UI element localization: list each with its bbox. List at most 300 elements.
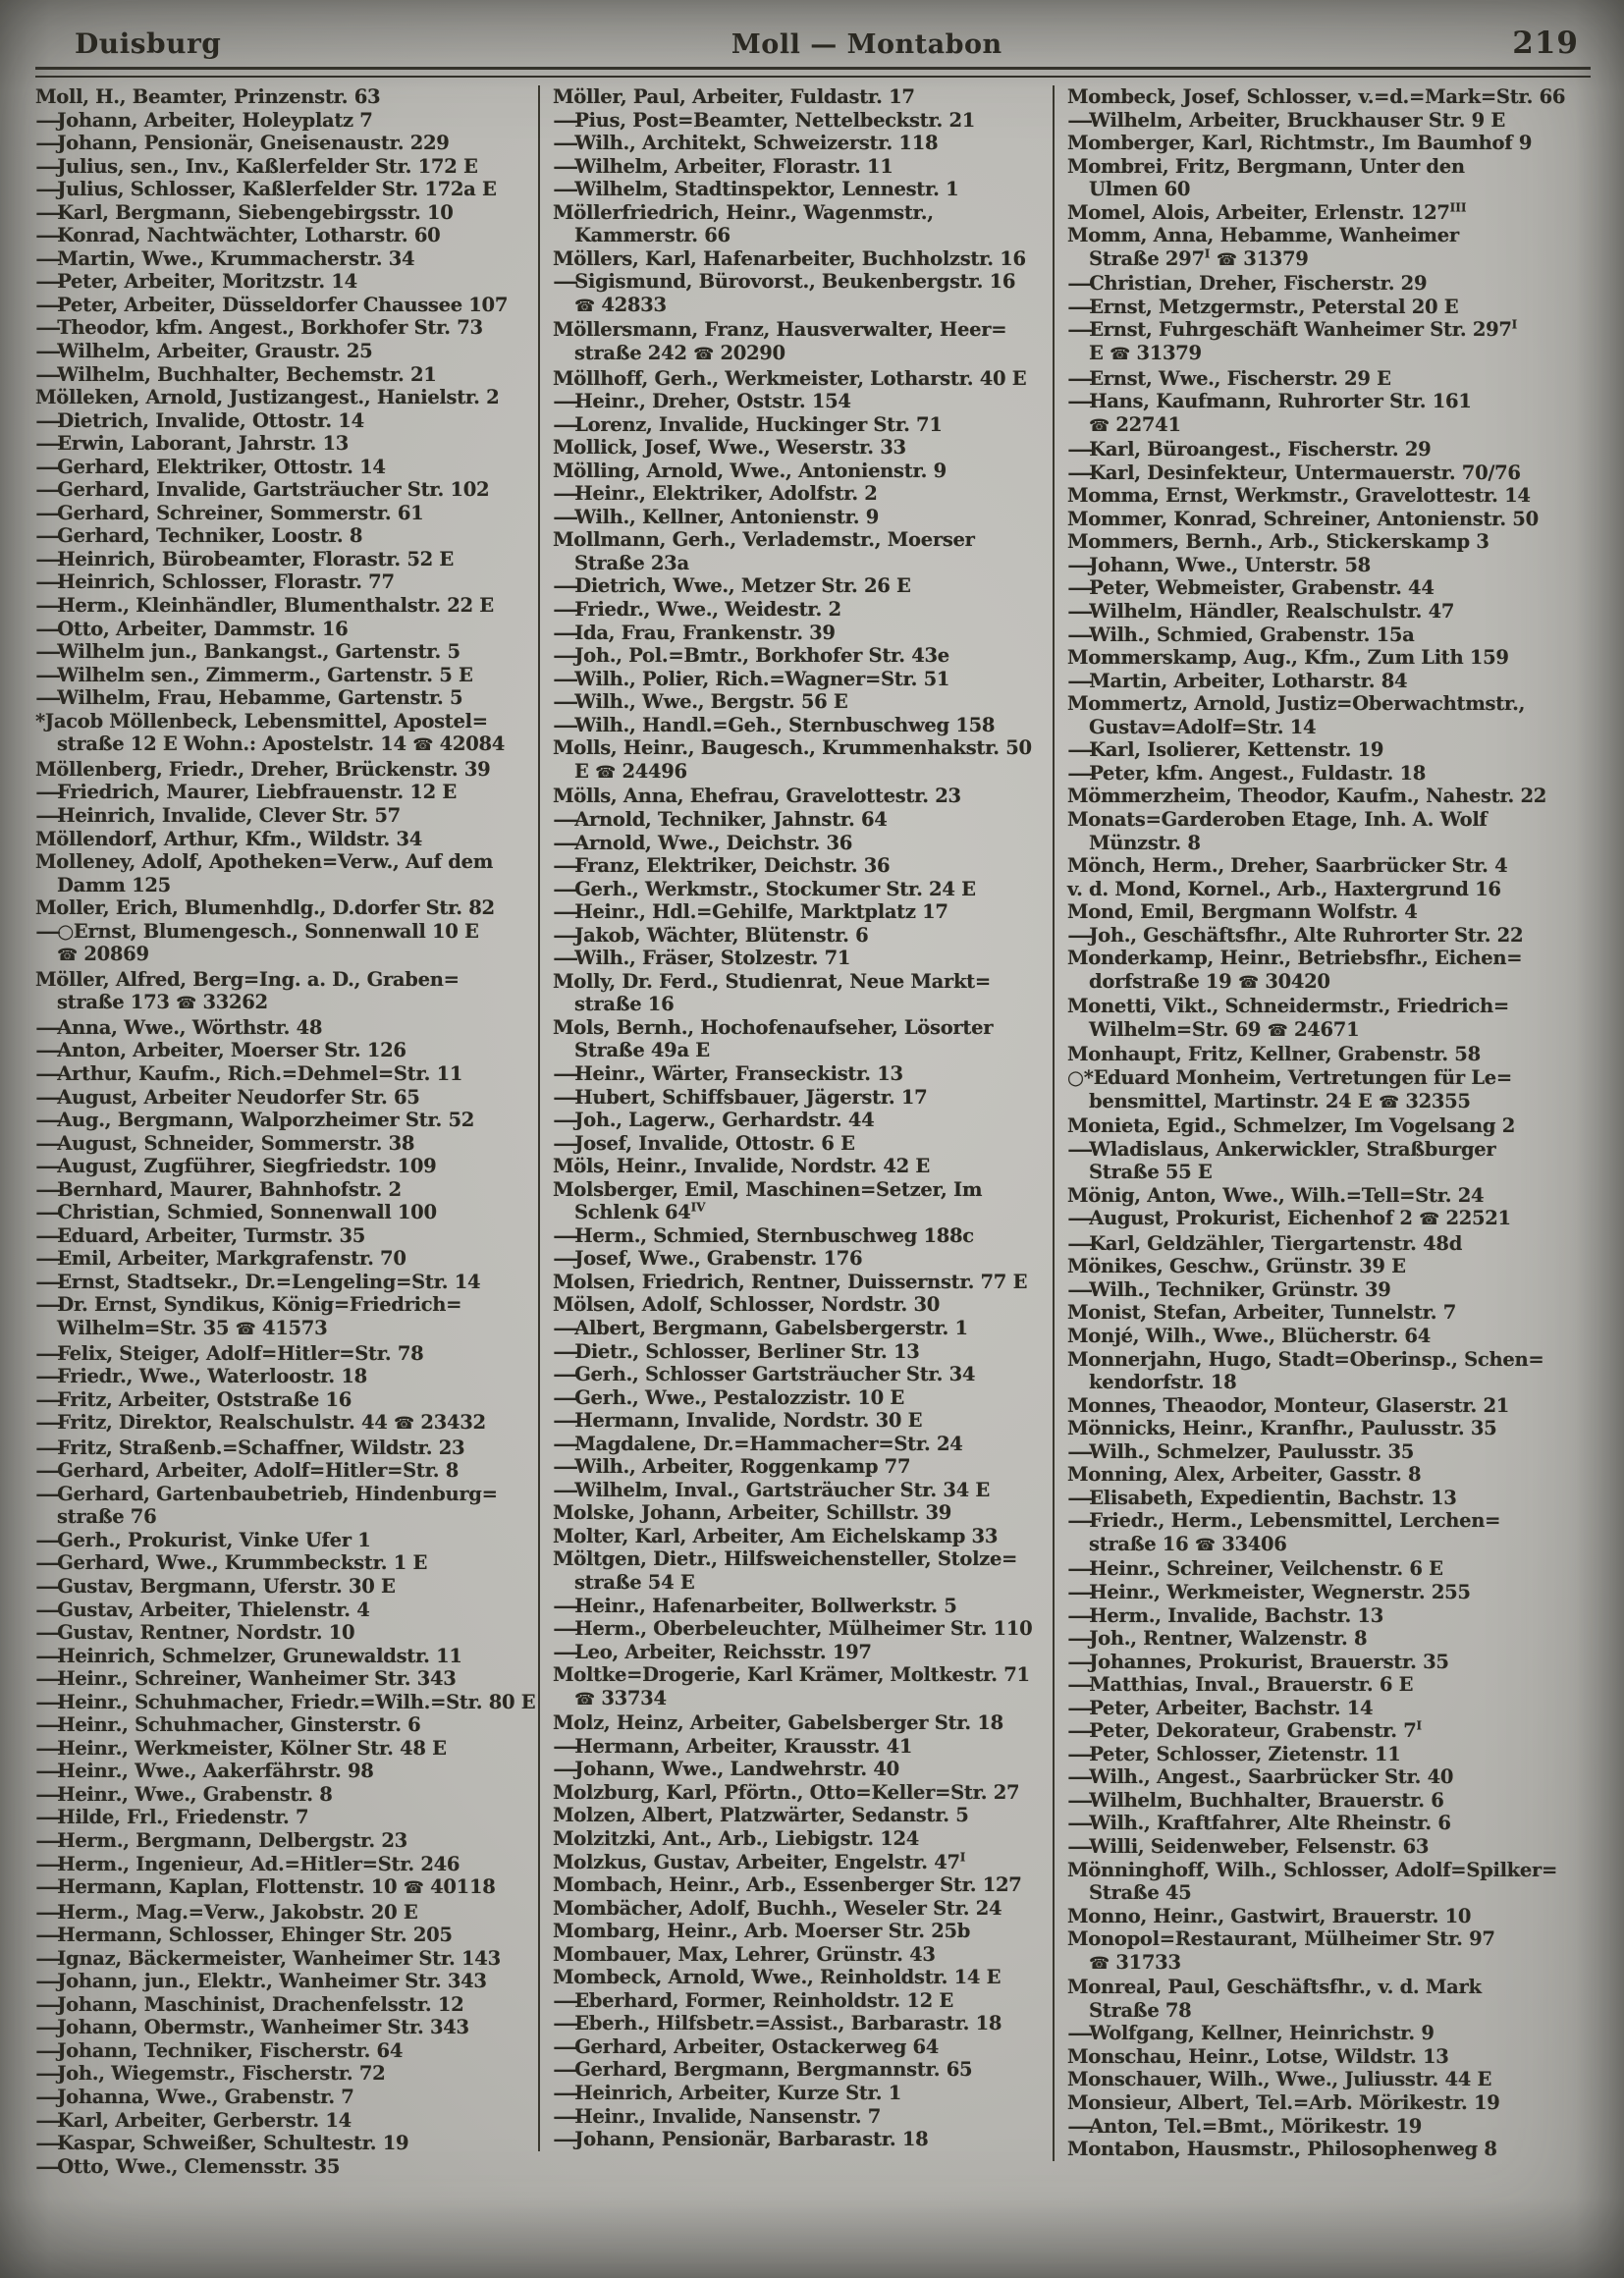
entry-line: —Heinr., Wwe., Grabenstr. 8 — [35, 1782, 333, 1806]
ditto-dash: — — [35, 2086, 61, 2109]
entry-line: —Wilhelm, Arbeiter, Bruckhauser Str. 9 E — [1067, 108, 1505, 132]
ditto-dash: — — [35, 1223, 61, 1247]
ditto-dash: — — [35, 178, 61, 201]
entry-line: —Felix, Steiger, Adolf=Hitler=Str. 78 — [35, 1341, 424, 1365]
ditto-dash: — — [553, 482, 578, 506]
ditto-dash: — — [35, 1387, 61, 1411]
entry-line: —Martin, Arbeiter, Lotharstr. 84 — [1067, 669, 1408, 692]
entry-line: —Gerhard, Techniker, Loostr. 8 — [35, 524, 363, 548]
telephone-icon: ☎ — [176, 994, 196, 1014]
ditto-dash: — — [553, 505, 578, 528]
ditto-dash: — — [35, 1667, 61, 1691]
entry-continuation-line: E ☎ 24496 — [574, 759, 687, 783]
entry-line: —Gerhard, Invalide, Gartsträucher Str. 102 — [35, 478, 490, 502]
entry-continuation-line: straße 16 — [574, 993, 675, 1016]
entry-continuation-line: straße 76 — [57, 1505, 157, 1529]
ditto-dash: — — [553, 1988, 578, 2012]
ditto-dash: — — [1067, 390, 1093, 413]
entry-line: —Elisabeth, Expedientin, Bachstr. 13 — [1067, 1486, 1457, 1509]
entry-line: —Herm., Kleinhändler, Blumenthalstr. 22 E — [35, 594, 494, 618]
ditto-dash: — — [1067, 1812, 1093, 1835]
ditto-dash: — — [1067, 1277, 1093, 1301]
ditto-dash: — — [35, 1782, 61, 1806]
ditto-dash: — — [35, 316, 61, 340]
entry-line: Monats=Garderoben Etage, Inh. A. Wolf — [1067, 807, 1488, 831]
entry-line: Monnerjahn, Hugo, Stadt=Oberinsp., Schen= — [1067, 1347, 1544, 1371]
ditto-dash: — — [35, 1247, 61, 1271]
entry-line: —Eduard, Arbeiter, Turmstr. 35 — [35, 1223, 365, 1247]
ditto-dash: — — [1067, 1603, 1093, 1627]
entry-line: Mombarg, Heinr., Arb. Moerser Str. 25b — [553, 1920, 971, 1943]
telephone-icon: ☎ — [1089, 1953, 1110, 1974]
ditto-dash: — — [1067, 2022, 1093, 2045]
ditto-dash: — — [35, 1482, 61, 1505]
entry-line: *Jacob Möllenbeck, Lebensmittel, Apostel= — [35, 709, 488, 732]
entry-line: —Heinr., Invalide, Nansenstr. 7 — [553, 2104, 881, 2128]
entry-line: —Gustav, Rentner, Nordstr. 10 — [35, 1621, 355, 1645]
telephone-icon: ☎ — [574, 296, 595, 316]
ditto-dash: — — [35, 132, 61, 155]
entry-line: —Peter, Schlosser, Zietenstr. 11 — [1067, 1742, 1401, 1765]
entry-line: —Franz, Elektriker, Deichstr. 36 — [553, 854, 891, 878]
entry-line: —Heinr., Elektriker, Adolfstr. 2 — [553, 482, 878, 506]
ditto-dash: — — [1067, 366, 1093, 390]
entry-line: —Gerh., Prokurist, Vinke Ufer 1 — [35, 1528, 371, 1551]
entry-continuation-line: straße 12 E Wohn.: Apostelstr. 14 ☎ 42084 — [57, 732, 506, 756]
entry-continuation-line: ☎ 31733 — [1089, 1950, 1181, 1974]
header-place: Duisburg — [75, 27, 222, 60]
entry-line: —Herm., Mag.=Verw., Jakobstr. 20 E — [35, 1900, 418, 1924]
ditto-dash: — — [35, 1924, 61, 1947]
ditto-dash: — — [35, 803, 61, 827]
ditto-dash: — — [553, 390, 578, 413]
entry-line: —Herm., Schmied, Sternbuschweg 188c — [553, 1223, 974, 1247]
ditto-dash: — — [35, 293, 61, 316]
entry-line: —Wilhelm, Buchhalter, Brauerstr. 6 — [1067, 1788, 1444, 1812]
ditto-dash: — — [553, 412, 578, 436]
entry-line: —Gerhard, Wwe., Krummbeckstr. 1 E — [35, 1551, 428, 1575]
entry-line: —Ernst, Stadtsekr., Dr.=Lengeling=Str. 14 — [35, 1270, 481, 1293]
entry-continuation-line: kendorfstr. 18 — [1089, 1371, 1237, 1394]
telephone-icon: ☎ — [403, 1878, 424, 1899]
entry-line: —Wilhelm, Händler, Realschulstr. 47 — [1067, 600, 1455, 624]
ditto-dash: — — [553, 2082, 578, 2105]
entry-line: —Bernhard, Maurer, Bahnhofstr. 2 — [35, 1177, 402, 1201]
entry-continuation-line: straße 54 E — [574, 1571, 695, 1594]
entry-line: Molter, Karl, Arbeiter, Am Eichelskamp 33 — [553, 1524, 999, 1547]
telephone-icon: ☎ — [1378, 1092, 1399, 1112]
entry-line: Molly, Dr. Ferd., Studienrat, Neue Markt= — [553, 969, 991, 993]
telephone-icon: ☎ — [1237, 972, 1259, 993]
ditto-dash: — — [553, 854, 578, 878]
entry-line: —Wilh., Architekt, Schweizerstr. 118 — [553, 132, 939, 155]
entry-line: —Gerh., Wwe., Pestalozzistr. 10 E — [553, 1385, 904, 1409]
entry-line: Möllendorf, Arthur, Kfm., Wildstr. 34 — [35, 827, 423, 850]
entry-line: —August, Schneider, Sommerstr. 38 — [35, 1131, 415, 1155]
entry-line: —Peter, Webmeister, Grabenstr. 44 — [1067, 576, 1435, 600]
entry-line: —Johann, Wwe., Unterstr. 58 — [1067, 553, 1371, 576]
ditto-dash: — — [553, 690, 578, 714]
ditto-dash: — — [1067, 2114, 1093, 2138]
entry-line: Montabon, Hausmstr., Philosophenweg 8 — [1067, 2138, 1497, 2161]
page-number: 219 — [1512, 26, 1579, 61]
ditto-dash: — — [553, 108, 578, 132]
entry-line: Möllersmann, Franz, Hausverwalter, Heer= — [553, 318, 1007, 342]
entry-continuation-line: Münzstr. 8 — [1089, 831, 1201, 854]
entry-line: Momma, Ernst, Werkmstr., Gravelottestr. 14 — [1067, 484, 1531, 508]
ditto-dash: — — [35, 686, 61, 710]
ditto-dash: — — [1067, 1581, 1093, 1603]
entry-continuation-line: bensmittel, Martinstr. 24 E ☎ 32355 — [1089, 1089, 1471, 1112]
entry-continuation-line: straße 242 ☎ 20290 — [574, 342, 785, 365]
entry-line: —Karl, Isolierer, Kettenstr. 19 — [1067, 738, 1384, 762]
ditto-dash: — — [1067, 1627, 1093, 1651]
entry-line: —Hermann, Kaplan, Flottenstr. 10 ☎ 40118 — [35, 1875, 496, 1899]
ditto-dash: — — [35, 1598, 61, 1621]
entry-continuation-line: Straße 23a — [574, 551, 689, 574]
entry-line: —Heinr., Dreher, Oststr. 154 — [553, 390, 851, 413]
entry-line: —Wilh., Fräser, Stolzestr. 71 — [553, 947, 851, 970]
ditto-dash: — — [35, 1946, 61, 1970]
entry-line: —Dietr., Schlosser, Berliner Str. 13 — [553, 1339, 920, 1363]
entry-continuation-line: Ulmen 60 — [1089, 178, 1191, 201]
entry-line: —Wilhelm, Buchhalter, Bechemstr. 21 — [35, 362, 437, 386]
entry-line: —Wilh., Schmelzer, Paulusstr. 35 — [1067, 1439, 1415, 1463]
ditto-dash: — — [553, 877, 578, 900]
entry-line: —Dietrich, Invalide, Ottostr. 14 — [35, 408, 364, 432]
entry-line: —Johann, Maschinist, Drachenfelsstr. 12 — [35, 1992, 464, 2016]
ditto-dash: — — [35, 617, 61, 640]
entry-line: Mönninghoff, Wilh., Schlosser, Adolf=Spilker= — [1067, 1858, 1558, 1881]
ditto-dash: — — [35, 224, 61, 247]
entry-line: —Joh., Geschäftsfhr., Alte Ruhrorter Str. 22 — [1067, 923, 1524, 947]
entry-line: —Gerhard, Schreiner, Sommerstr. 61 — [35, 501, 424, 524]
entry-line: —Dr. Ernst, Syndikus, König=Friedrich= — [35, 1293, 462, 1317]
ditto-dash: — — [35, 1411, 61, 1435]
ditto-dash: — — [553, 621, 578, 644]
entry-line: —Erwin, Laborant, Jahrstr. 13 — [35, 432, 350, 456]
ditto-dash: — — [553, 1316, 578, 1339]
ditto-dash: — — [1067, 1557, 1093, 1581]
entry-line: Monnes, Theaodor, Monteur, Glaserstr. 21 — [1067, 1393, 1510, 1417]
entry-line: Mölls, Anna, Ehefrau, Gravelottestr. 23 — [553, 785, 961, 808]
entry-line: —Heinrich, Schlosser, Florastr. 77 — [35, 570, 395, 594]
entry-line: Moller, Erich, Blumenhdlg., D.dorfer Str. 82 — [35, 896, 495, 920]
entry-line: Molzen, Albert, Platzwärter, Sedanstr. 5 — [553, 1804, 969, 1827]
ditto-dash: — — [553, 923, 578, 947]
entry-line: —Arthur, Kaufm., Rich.=Dehmel=Str. 11 — [35, 1061, 463, 1085]
entry-line: Möllenberg, Friedr., Dreher, Brückenstr. 39 — [35, 757, 491, 781]
telephone-icon: ☎ — [574, 1689, 595, 1709]
ditto-dash: — — [553, 1409, 578, 1433]
ditto-dash: — — [1067, 600, 1093, 624]
entry-line: —Wilhelm, Arbeiter, Graustr. 25 — [35, 340, 373, 363]
entry-line: —Fritz, Direktor, Realschulstr. 44 ☎ 23432 — [35, 1411, 486, 1435]
entry-line: Monjé, Wilh., Wwe., Blücherstr. 64 — [1067, 1324, 1431, 1347]
entry-line: —Karl, Büroangest., Fischerstr. 29 — [1067, 438, 1432, 461]
entry-line: Mommers, Bernh., Arb., Stickerskamp 3 — [1067, 530, 1489, 554]
ditto-dash: — — [35, 781, 61, 804]
entry-line: —Wilh., Techniker, Grünstr. 39 — [1067, 1277, 1391, 1301]
entry-line: —Heinrich, Invalide, Clever Str. 57 — [35, 803, 401, 827]
entry-line: —August, Prokurist, Eichenhof 2 ☎ 22521 — [1067, 1207, 1511, 1230]
entry-line: —Heinr., Werkmeister, Kölner Str. 48 E — [35, 1736, 447, 1760]
ditto-dash: — — [553, 270, 578, 294]
entry-line: —Anton, Arbeiter, Moerser Str. 126 — [35, 1039, 406, 1062]
entry-line: —Pius, Post=Beamter, Nettelbeckstr. 21 — [553, 108, 976, 132]
entry-line: —Gerhard, Arbeiter, Ostackerweg 64 — [553, 2034, 940, 2058]
entry-line: —Sigismund, Bürovorst., Beukenbergstr. 16 — [553, 270, 1016, 294]
ditto-dash: — — [553, 2104, 578, 2128]
ditto-dash: — — [1067, 669, 1093, 692]
ditto-dash: — — [35, 1131, 61, 1155]
entry-line: —Herm., Bergmann, Delbergstr. 23 — [35, 1829, 407, 1853]
entry-line: Mönch, Herm., Dreher, Saarbrücker Str. 4 — [1067, 854, 1508, 878]
ditto-dash: — — [553, 1131, 578, 1155]
entry-line: —Heinrich, Arbeiter, Kurze Str. 1 — [553, 2082, 901, 2105]
entry-continuation-line: straße 16 ☎ 33406 — [1089, 1532, 1287, 1555]
ditto-dash: — — [553, 598, 578, 622]
entry-line: Monschau, Heinr., Lotse, Wildstr. 13 — [1067, 2044, 1449, 2068]
ditto-dash: — — [35, 2062, 61, 2086]
ditto-dash: — — [1067, 1719, 1093, 1743]
entry-line: —Peter, Arbeiter, Moritzstr. 14 — [35, 270, 357, 294]
entry-line: —Aug., Bergmann, Walporzheimer Str. 52 — [35, 1109, 475, 1132]
entry-line: —Wilhelm, Frau, Hebamme, Gartenstr. 5 — [35, 686, 463, 710]
entry-continuation-line: Straße 55 E — [1089, 1161, 1213, 1184]
ditto-dash: — — [35, 919, 61, 943]
entry-line: —Wilhelm sen., Zimmerm., Gartenstr. 5 E — [35, 663, 473, 686]
entry-line: —Heinr., Schuhmacher, Friedr.=Wilh.=Str. 80 E — [35, 1690, 536, 1713]
ditto-dash: — — [1067, 1742, 1093, 1765]
entry-continuation-line: Kammerstr. 66 — [574, 224, 731, 247]
entry-line: —Herm., Invalide, Bachstr. 13 — [1067, 1603, 1383, 1627]
entry-line: —Johannes, Prokurist, Brauerstr. 35 — [1067, 1650, 1449, 1673]
telephone-icon: ☎ — [57, 946, 78, 966]
ditto-dash: — — [553, 1640, 578, 1663]
entry-line: —Wilh., Wwe., Bergstr. 56 E — [553, 690, 848, 714]
entry-line: Monschauer, Wilh., Wwe., Juliusstr. 44 E — [1067, 2068, 1492, 2091]
directory-page — [35, 24, 1591, 2178]
ditto-dash: — — [553, 1109, 578, 1132]
ditto-dash: — — [553, 667, 578, 690]
ditto-dash: — — [35, 340, 61, 363]
entry-line: —Christian, Dreher, Fischerstr. 29 — [1067, 272, 1428, 296]
ditto-dash: — — [35, 1061, 61, 1085]
ditto-dash: — — [35, 2154, 61, 2178]
ditto-dash: — — [35, 2132, 61, 2155]
entry-line: Mond, Emil, Bergmann Wolfstr. 4 — [1067, 900, 1418, 924]
entry-line: —Peter, Dekorateur, Grabenstr. $7^I$ — [1067, 1718, 1423, 1743]
entry-line: —Ernst, Metzgermstr., Peterstal 20 E — [1067, 295, 1459, 318]
entry-line: —Eberh., Hilfsbetr.=Assist., Barbarastr. 18 — [553, 2012, 1002, 2035]
telephone-icon: ☎ — [412, 735, 434, 756]
telephone-icon: ☎ — [394, 1414, 414, 1435]
entry-line: —Julius, Schlosser, Kaßlerfelder Str. 172a E — [35, 178, 497, 201]
entry-line: —Friedr., Herm., Lebensmittel, Lerchen= — [1067, 1509, 1501, 1533]
ditto-dash: — — [553, 1758, 578, 1781]
ditto-dash: — — [35, 1528, 61, 1551]
ditto-dash: — — [35, 1109, 61, 1132]
entry-line: —Wilh., Angest., Saarbrücker Str. 40 — [1067, 1765, 1454, 1789]
entry-line: —Karl, Bergmann, Siebengebirgsstr. 10 — [35, 200, 454, 224]
entry-line: —Arnold, Techniker, Jahnstr. 64 — [553, 807, 888, 831]
entry-line: —Herm., Ingenieur, Ad.=Hitler=Str. 246 — [35, 1852, 460, 1875]
telephone-icon: ☎ — [1216, 249, 1237, 270]
entry-line: —Heinr., Schuhmacher, Ginsterstr. 6 — [35, 1713, 421, 1737]
entry-continuation-line: Damm 125 — [57, 873, 171, 896]
ditto-dash: — — [35, 1270, 61, 1293]
ditto-dash: — — [553, 178, 578, 201]
ditto-dash: — — [35, 640, 61, 664]
ditto-dash: — — [1067, 1650, 1093, 1673]
entry-line: Mollmann, Gerh., Verlademstr., Moerser — [553, 528, 975, 552]
ditto-dash: — — [553, 154, 578, 178]
entry-continuation-line: Schlenk $64^{IV}$ — [574, 1200, 706, 1224]
entry-line: —Kaspar, Schweißer, Schultestr. 19 — [35, 2132, 409, 2155]
ditto-dash: — — [35, 570, 61, 594]
entry-line: —Gerh., Werkmstr., Stockumer Str. 24 E — [553, 877, 976, 900]
ditto-dash: — — [553, 1385, 578, 1409]
ditto-dash: — — [35, 1900, 61, 1924]
entry-line: Molsen, Friedrich, Rentner, Duissernstr. 77 E — [553, 1270, 1028, 1293]
entry-line: —Joh., Lagerw., Gerhardstr. 44 — [553, 1109, 875, 1132]
entry-line: Mölleken, Arnold, Justizangest., Hanielstr. 2 — [35, 386, 500, 409]
ditto-dash: — — [1067, 1137, 1093, 1161]
ditto-dash: — — [35, 455, 61, 478]
ditto-dash: — — [35, 1177, 61, 1201]
entry-line: Mommertz, Arnold, Justiz=Oberwachtmstr., — [1067, 692, 1526, 716]
entry-line: Mölsen, Adolf, Schlosser, Nordstr. 30 — [553, 1293, 941, 1317]
ditto-dash: — — [1067, 1439, 1093, 1463]
entry-line: —Heinr., Hafenarbeiter, Bollwerkstr. 5 — [553, 1594, 957, 1617]
telephone-icon: ☎ — [693, 345, 714, 365]
entry-line: Möller, Alfred, Berg=Ing. a. D., Graben= — [35, 967, 460, 991]
entry-line: ○*Eduard Monheim, Vertretungen für Le= — [1067, 1065, 1512, 1089]
ditto-dash: — — [1067, 1207, 1093, 1230]
ditto-dash: — — [35, 1970, 61, 1993]
entry-line: Mombrei, Fritz, Bergmann, Unter den — [1067, 154, 1465, 178]
ditto-dash: — — [553, 1339, 578, 1363]
ditto-dash: — — [35, 1341, 61, 1365]
entry-line: —Josef, Wwe., Grabenstr. 176 — [553, 1247, 863, 1271]
ditto-dash: — — [553, 1617, 578, 1641]
entry-line: —Gerhard, Bergmann, Bergmannstr. 65 — [553, 2058, 973, 2082]
entry-line: —Hermann, Invalide, Nordstr. 30 E — [553, 1409, 923, 1433]
ditto-dash: — — [553, 831, 578, 854]
entry-line: —Lorenz, Invalide, Huckinger Str. 71 — [553, 412, 943, 436]
entry-line: —Wolfgang, Kellner, Heinrichstr. 9 — [1067, 2022, 1435, 2045]
entry-line: —Wilh., Kraftfahrer, Alte Rheinstr. 6 — [1067, 1812, 1451, 1835]
ditto-dash: — — [35, 1551, 61, 1575]
entry-line: Möller, Paul, Arbeiter, Fuldastr. 17 — [553, 85, 915, 108]
entry-line: —Jakob, Wächter, Blütenstr. 6 — [553, 923, 869, 947]
entry-line: Molleney, Adolf, Apotheken=Verw., Auf dem — [35, 850, 494, 874]
ditto-dash: — — [553, 2012, 578, 2035]
entry-line: —Gerh., Schlosser Gartsträucher Str. 34 — [553, 1363, 976, 1386]
ditto-dash: — — [553, 1247, 578, 1271]
entry-line: —Heinr., Schreiner, Wanheimer Str. 343 — [35, 1667, 457, 1691]
entry-line: —Friedrich, Maurer, Liebfrauenstr. 12 E — [35, 781, 457, 804]
ditto-dash: — — [1067, 1696, 1093, 1719]
entry-line: Möllerfriedrich, Heinr., Wagenmstr., — [553, 200, 934, 224]
ditto-dash: — — [35, 547, 61, 570]
column-3 — [1053, 85, 1567, 2161]
ditto-dash: — — [35, 1736, 61, 1760]
ditto-dash: — — [35, 1039, 61, 1062]
entry-continuation-line: ☎ 20869 — [57, 943, 149, 966]
entry-line: —Wilh., Kellner, Antonienstr. 9 — [553, 505, 879, 528]
entry-line: —○Ernst, Blumengesch., Sonnenwall 10 E — [35, 919, 479, 943]
entry-line: —Heinr., Wärter, Franseckistr. 13 — [553, 1061, 903, 1085]
ditto-dash: — — [35, 1201, 61, 1224]
telephone-icon: ☎ — [1194, 1535, 1216, 1555]
entry-line: —Wilhelm, Stadtinspektor, Lennestr. 1 — [553, 178, 959, 201]
ditto-dash: — — [553, 900, 578, 924]
entry-line: —Karl, Desinfekteur, Untermauerstr. 70/76 — [1067, 461, 1521, 484]
entry-line: Mollick, Josef, Wwe., Weserstr. 33 — [553, 436, 906, 460]
ditto-dash: — — [553, 1478, 578, 1501]
entry-line: Monsieur, Albert, Tel.=Arb. Mörikestr. 19 — [1067, 2091, 1500, 2115]
ditto-dash: — — [553, 1455, 578, 1479]
entry-line: —Hans, Kaufmann, Ruhrorter Str. 161 — [1067, 390, 1472, 413]
entry-line: —Wilhelm, Inval., Gartsträucher Str. 34 E — [553, 1478, 990, 1501]
entry-line: —Ernst, Fuhrgeschäft Wanheimer Str. $297^I$ — [1067, 317, 1518, 342]
entry-line: —Eberhard, Former, Reinholdstr. 12 E — [553, 1988, 953, 2012]
ditto-dash: — — [35, 2016, 61, 2039]
ditto-dash: — — [1067, 738, 1093, 762]
entry-line: Monist, Stefan, Arbeiter, Tunnelstr. 7 — [1067, 1301, 1456, 1325]
entry-line: —Joh., Pol.=Bmtr., Borkhofer Str. 43e — [553, 644, 949, 668]
entry-line: —Friedr., Wwe., Weidestr. 2 — [553, 598, 841, 622]
entry-line: —Anna, Wwe., Wörthstr. 48 — [35, 1015, 323, 1039]
entry-line: Mols, Bernh., Hochofenaufseher, Lösorter — [553, 1015, 994, 1039]
ditto-dash: — — [1067, 576, 1093, 600]
entry-line: —Wilhelm, Arbeiter, Florastr. 11 — [553, 154, 893, 178]
ditto-dash: — — [35, 1436, 61, 1459]
ditto-dash: — — [553, 1085, 578, 1109]
ditto-dash: — — [35, 362, 61, 386]
entry-line: —Hilde, Frl., Friedenstr. 7 — [35, 1806, 309, 1829]
entry-line: Möltgen, Dietr., Hilfsweichensteller, Stolze= — [553, 1547, 1018, 1571]
ditto-dash: — — [1067, 1486, 1093, 1509]
entry-line: Möllers, Karl, Hafenarbeiter, Buchholzstr. 16 — [553, 246, 1026, 270]
entry-line: —Johann, Techniker, Fischerstr. 64 — [35, 2038, 404, 2062]
entry-line: —August, Zugführer, Siegfriedstr. 109 — [35, 1155, 437, 1178]
ditto-dash: — — [553, 1432, 578, 1455]
ditto-dash: — — [553, 574, 578, 598]
entry-line: Moltke=Drogerie, Karl Krämer, Moltkestr. 71 — [553, 1663, 1030, 1687]
entry-line: Molsberger, Emil, Maschinen=Setzer, Im — [553, 1177, 983, 1201]
ditto-dash: — — [35, 1459, 61, 1483]
telephone-icon: ☎ — [595, 762, 616, 783]
entry-line: —Gerhard, Arbeiter, Adolf=Hitler=Str. 8 — [35, 1459, 460, 1483]
entry-continuation-line: Straße $297^I$ ☎ 31379 — [1089, 246, 1309, 270]
ditto-dash: — — [35, 1365, 61, 1388]
entry-line: —Matthias, Inval., Brauerstr. 6 E — [1067, 1673, 1414, 1697]
ditto-dash: — — [35, 663, 61, 686]
ditto-dash: — — [35, 524, 61, 548]
ditto-dash: — — [553, 1223, 578, 1247]
header-name-range: Moll — Montabon — [731, 29, 1002, 60]
ditto-dash: — — [35, 432, 61, 456]
entry-line: Monreal, Paul, Geschäftsfhr., v. d. Mark — [1067, 1976, 1482, 1999]
entry-line: —Heinr., Schreiner, Veilchenstr. 6 E — [1067, 1557, 1443, 1581]
entry-line: Monieta, Egid., Schmelzer, Im Vogelsang 2 — [1067, 1114, 1516, 1138]
entry-line: Möllhoff, Gerh., Werkmeister, Lotharstr. 40 E — [553, 366, 1027, 390]
entry-line: Mombächer, Adolf, Buchh., Weseler Str. 24 — [553, 1896, 1002, 1920]
entry-line: —Anton, Tel.=Bmt., Mörikestr. 19 — [1067, 2114, 1423, 2138]
